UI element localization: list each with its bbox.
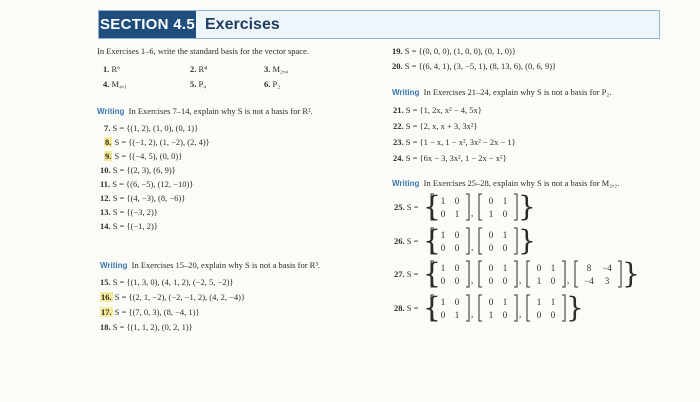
matrix-left-bracket bbox=[575, 261, 578, 287]
matrix-right-bracket bbox=[514, 228, 517, 254]
matrix-left-bracket bbox=[527, 295, 530, 321]
matrix-entry: 1 bbox=[454, 310, 460, 320]
matrix bbox=[479, 295, 517, 321]
ex-4: 4. M₄,₁ bbox=[103, 79, 128, 89]
matrix-entry: 0 bbox=[536, 310, 542, 320]
ex-12: 12. S = {(4, −3), (8, −6)} bbox=[100, 193, 186, 203]
ex-25: 25. S = bbox=[394, 202, 419, 212]
ex-10: 10. S = {(2, 3), (6, 9)} bbox=[100, 165, 176, 175]
matrix-entry: 1 bbox=[488, 310, 494, 320]
matrix-entry: 1 bbox=[502, 297, 508, 307]
matrix-entry: 0 bbox=[502, 310, 508, 320]
matrix-entry: 0 bbox=[536, 263, 542, 273]
matrix-entry: 0 bbox=[440, 243, 446, 253]
matrix-right-bracket bbox=[618, 261, 621, 287]
matrix-entry: 1 bbox=[536, 297, 542, 307]
section-header bbox=[98, 10, 660, 39]
matrix-left-bracket bbox=[479, 228, 482, 254]
matrix-entry: 0 bbox=[488, 297, 494, 307]
matrix-entry: 1 bbox=[502, 230, 508, 240]
matrix-entry: 1 bbox=[440, 297, 446, 307]
matrix-left-bracket bbox=[527, 261, 530, 287]
matrix-entry: −4 bbox=[584, 276, 594, 286]
matrix-entry: 0 bbox=[488, 230, 494, 240]
matrix-entry: 0 bbox=[454, 276, 460, 286]
matrix-entry: 1 bbox=[550, 263, 556, 273]
matrix-comma: , bbox=[519, 275, 522, 285]
set-close-brace: } bbox=[518, 190, 536, 223]
matrix-comma: , bbox=[567, 275, 570, 285]
matrix bbox=[527, 295, 565, 321]
ex-11: 11. S = {(6, −5), (12, −10)} bbox=[100, 179, 194, 189]
ex-28-matrices bbox=[423, 291, 584, 324]
ex-18: 18. S = {(1, 1, 2), (0, 2, 1)} bbox=[100, 322, 193, 332]
matrix-entry: 0 bbox=[488, 243, 494, 253]
matrix-entry: 0 bbox=[502, 209, 508, 219]
ex-23: 23. S = {1 − x, 1 − x², 3x² − 2x − 1} bbox=[393, 137, 516, 147]
section-title: Exercises bbox=[205, 16, 280, 33]
matrix-entry: −4 bbox=[602, 263, 612, 273]
matrix-entry: 0 bbox=[502, 243, 508, 253]
set-close-brace: } bbox=[518, 224, 536, 257]
section-number: SECTION 4.5 bbox=[99, 11, 196, 38]
matrix-right-bracket bbox=[562, 295, 565, 321]
matrix-entry: 0 bbox=[488, 196, 494, 206]
ex-3: 3. M₂,₄ bbox=[264, 64, 289, 74]
matrix-entry: 0 bbox=[488, 263, 494, 273]
intro-21-24: Writing In Exercises 21–24, explain why S is not a basis for P₂. bbox=[392, 87, 612, 97]
matrix-right-bracket bbox=[514, 194, 517, 220]
ex-22: 22. S = {2, x, x + 3, 3x²} bbox=[393, 121, 478, 131]
matrix-entry: 0 bbox=[550, 310, 556, 320]
set-open-brace: { bbox=[423, 291, 441, 324]
ex-9: 9. S = {(−4, 5), (0, 0)} bbox=[105, 151, 183, 161]
matrix-entry: 0 bbox=[488, 276, 494, 286]
matrix-comma: , bbox=[471, 275, 474, 285]
matrix-comma: , bbox=[471, 309, 474, 319]
ex-6: 6. P₂ bbox=[264, 79, 281, 89]
matrix bbox=[479, 194, 517, 220]
matrix-entry: 1 bbox=[536, 276, 542, 286]
matrix-right-bracket bbox=[562, 261, 565, 287]
ex-16: 16. S = {(2, 1, −2), (−2, −1, 2), (4, 2, −4)} bbox=[101, 292, 246, 302]
matrix-entry: 1 bbox=[440, 230, 446, 240]
matrix-left-bracket bbox=[479, 194, 482, 220]
matrix-entry: 1 bbox=[440, 196, 446, 206]
matrix-entry: 0 bbox=[454, 230, 460, 240]
matrix-right-bracket bbox=[466, 295, 469, 321]
matrix bbox=[575, 261, 621, 287]
matrix-entry: 0 bbox=[454, 196, 460, 206]
ex-24: 24. S = {6x − 3, 3x², 1 − 2x − x²} bbox=[393, 153, 507, 163]
matrix-entry: 0 bbox=[454, 243, 460, 253]
set-open-brace: { bbox=[423, 190, 441, 223]
matrix-left-bracket bbox=[479, 295, 482, 321]
matrix-comma: , bbox=[471, 242, 474, 252]
matrix-comma: , bbox=[471, 208, 474, 218]
matrix-entry: 1 bbox=[502, 263, 508, 273]
intro-25-28: Writing In Exercises 25–28, explain why S is not a basis for M₂,₂. bbox=[392, 178, 620, 188]
matrix-entry: 1 bbox=[488, 209, 494, 219]
matrix-entry: 1 bbox=[550, 297, 556, 307]
matrix-entry: 1 bbox=[440, 263, 446, 273]
matrix-right-bracket bbox=[466, 228, 469, 254]
ex-20: 20. S = {(6, 4, 1), (3, −5, 1), (8, 13, 6), (0, 6, 9)} bbox=[392, 61, 557, 71]
ex-21: 21. S = {1, 2x, x² − 4, 5x} bbox=[393, 105, 482, 115]
matrix-entry: 8 bbox=[586, 263, 592, 273]
ex-8: 8. S = {(−1, 2), (1, −2), (2, 4)} bbox=[105, 137, 210, 147]
ex-27-matrices bbox=[423, 257, 640, 290]
matrix-right-bracket bbox=[514, 295, 517, 321]
matrix bbox=[479, 228, 517, 254]
matrix-entry: 3 bbox=[604, 276, 610, 286]
matrix-entry: 0 bbox=[502, 276, 508, 286]
matrix-entry: 0 bbox=[440, 276, 446, 286]
matrix-entry: 1 bbox=[454, 209, 460, 219]
ex-15: 15. S = {(1, 3, 0), (4, 1, 2), (−2, 5, −2)} bbox=[100, 277, 234, 287]
matrix-entry: 0 bbox=[454, 263, 460, 273]
set-close-brace: } bbox=[566, 291, 584, 324]
matrix-right-bracket bbox=[466, 194, 469, 220]
matrix-set bbox=[423, 224, 536, 257]
set-open-brace: { bbox=[423, 257, 441, 290]
ex-25-matrices bbox=[423, 190, 536, 223]
matrix-entry: 0 bbox=[454, 297, 460, 307]
ex-2: 2. R⁴ bbox=[190, 64, 208, 74]
ex-26: 26. S = bbox=[394, 236, 419, 246]
matrix-set bbox=[423, 190, 536, 223]
ex-28: 28. S = bbox=[394, 303, 419, 313]
intro-7-14: Writing In Exercises 7–14, explain why S is not a basis for R². bbox=[97, 106, 313, 116]
intro-15-20: Writing In Exercises 15–20, explain why S is not a basis for R³. bbox=[100, 260, 320, 270]
set-close-brace: } bbox=[622, 257, 640, 290]
ex-1: 1. R⁶ bbox=[103, 64, 121, 74]
ex-13: 13. S = {(−3, 2)} bbox=[100, 207, 158, 217]
ex-26-matrices bbox=[423, 224, 536, 257]
matrix-entry: 1 bbox=[502, 196, 508, 206]
ex-7: 7. S = {(1, 2), (1, 0), (0, 1)} bbox=[104, 123, 199, 133]
matrix-entry: 0 bbox=[440, 209, 446, 219]
matrix-comma: , bbox=[519, 309, 522, 319]
matrix-left-bracket bbox=[479, 261, 482, 287]
ex-5: 5. P₄ bbox=[190, 79, 207, 89]
matrix-entry: 0 bbox=[440, 310, 446, 320]
ex-27: 27. S = bbox=[394, 269, 419, 279]
ex-17: 17. S = {(7, 0, 3), (8, −4, 1)} bbox=[101, 307, 200, 317]
ex-14: 14. S = {(−1, 2)} bbox=[100, 221, 158, 231]
matrix-right-bracket bbox=[514, 261, 517, 287]
matrix-entry: 0 bbox=[550, 276, 556, 286]
matrix bbox=[527, 261, 565, 287]
matrix-right-bracket bbox=[466, 261, 469, 287]
matrix-set bbox=[423, 257, 640, 290]
set-open-brace: { bbox=[423, 224, 441, 257]
intro-1-6: In Exercises 1–6, write the standard basis for the vector space. bbox=[97, 46, 309, 56]
ex-19: 19. S = {(0, 0, 0), (1, 0, 0), (0, 1, 0)} bbox=[392, 46, 516, 56]
matrix bbox=[479, 261, 517, 287]
matrix-set bbox=[423, 291, 584, 324]
